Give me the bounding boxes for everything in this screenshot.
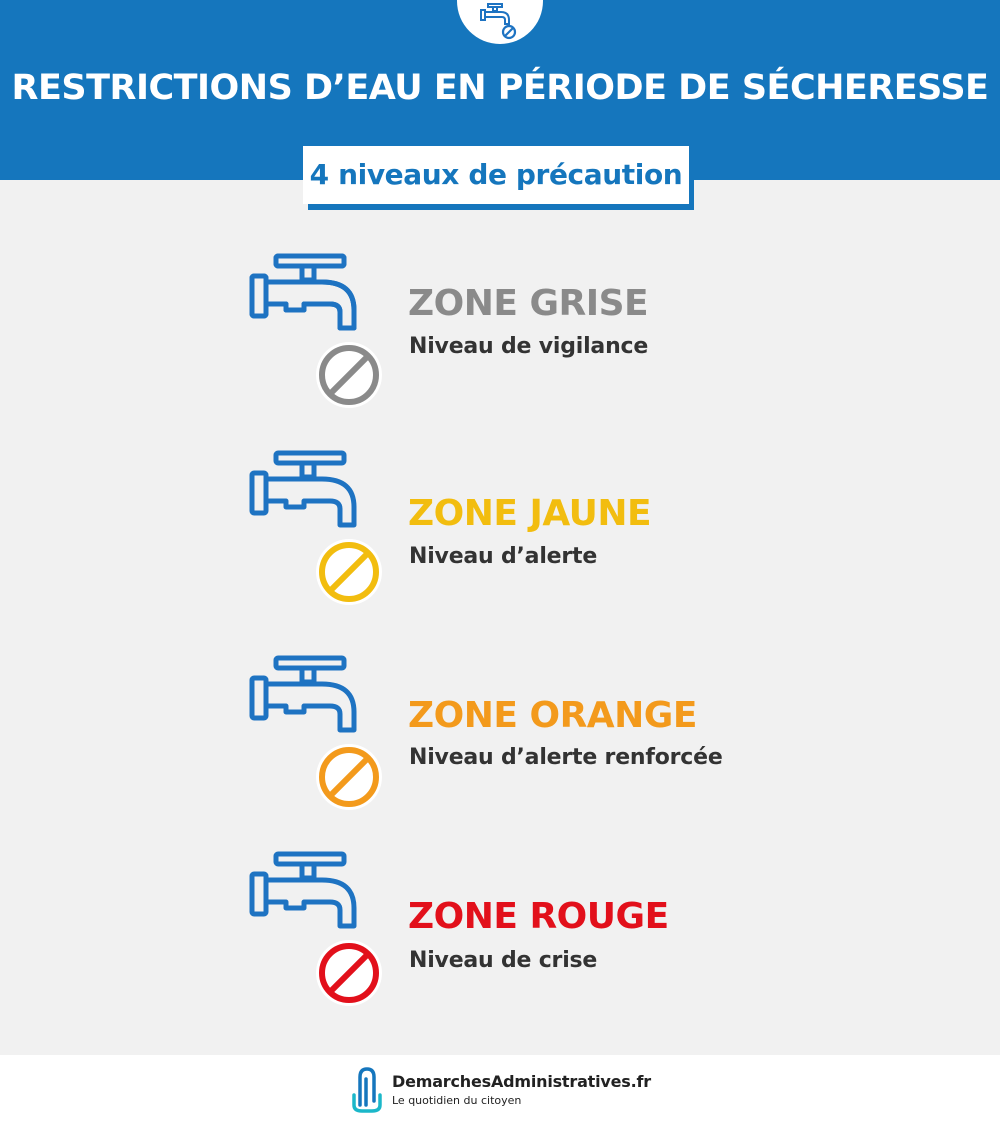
zone-rouge <box>0 846 1000 1016</box>
zone-name: ZONE ROUGE <box>408 896 669 937</box>
subtitle-box <box>303 146 689 204</box>
footer-tagline: Le quotidien du citoyen <box>392 1094 522 1107</box>
faucet-prohibited-icon <box>244 248 394 413</box>
zone-jaune <box>0 445 1000 615</box>
faucet-prohibited-icon <box>244 445 394 610</box>
subtitle-text: 4 niveaux de précaution <box>309 158 683 191</box>
top-badge <box>457 0 543 44</box>
faucet-prohibited-icon <box>479 2 521 40</box>
paperclip-logo-icon <box>350 1065 384 1113</box>
zone-orange <box>0 650 1000 820</box>
zone-level: Niveau de crise <box>409 948 598 973</box>
faucet-prohibited-icon <box>244 846 394 1011</box>
footer-brand[interactable]: DemarchesAdministratives.fr <box>392 1072 651 1091</box>
zone-level: Niveau de vigilance <box>409 334 649 359</box>
page-title: RESTRICTIONS D’EAU EN PÉRIODE DE SÉCHERESSE <box>11 68 989 108</box>
zone-name: ZONE ORANGE <box>408 695 697 736</box>
footer <box>0 1055 1000 1122</box>
zone-name: ZONE GRISE <box>408 283 649 324</box>
zone-level: Niveau d’alerte renforcée <box>409 745 723 770</box>
faucet-prohibited-icon <box>244 650 394 815</box>
zone-name: ZONE JAUNE <box>408 493 652 534</box>
zone-level: Niveau d’alerte <box>409 544 598 569</box>
zone-grise <box>0 248 1000 418</box>
